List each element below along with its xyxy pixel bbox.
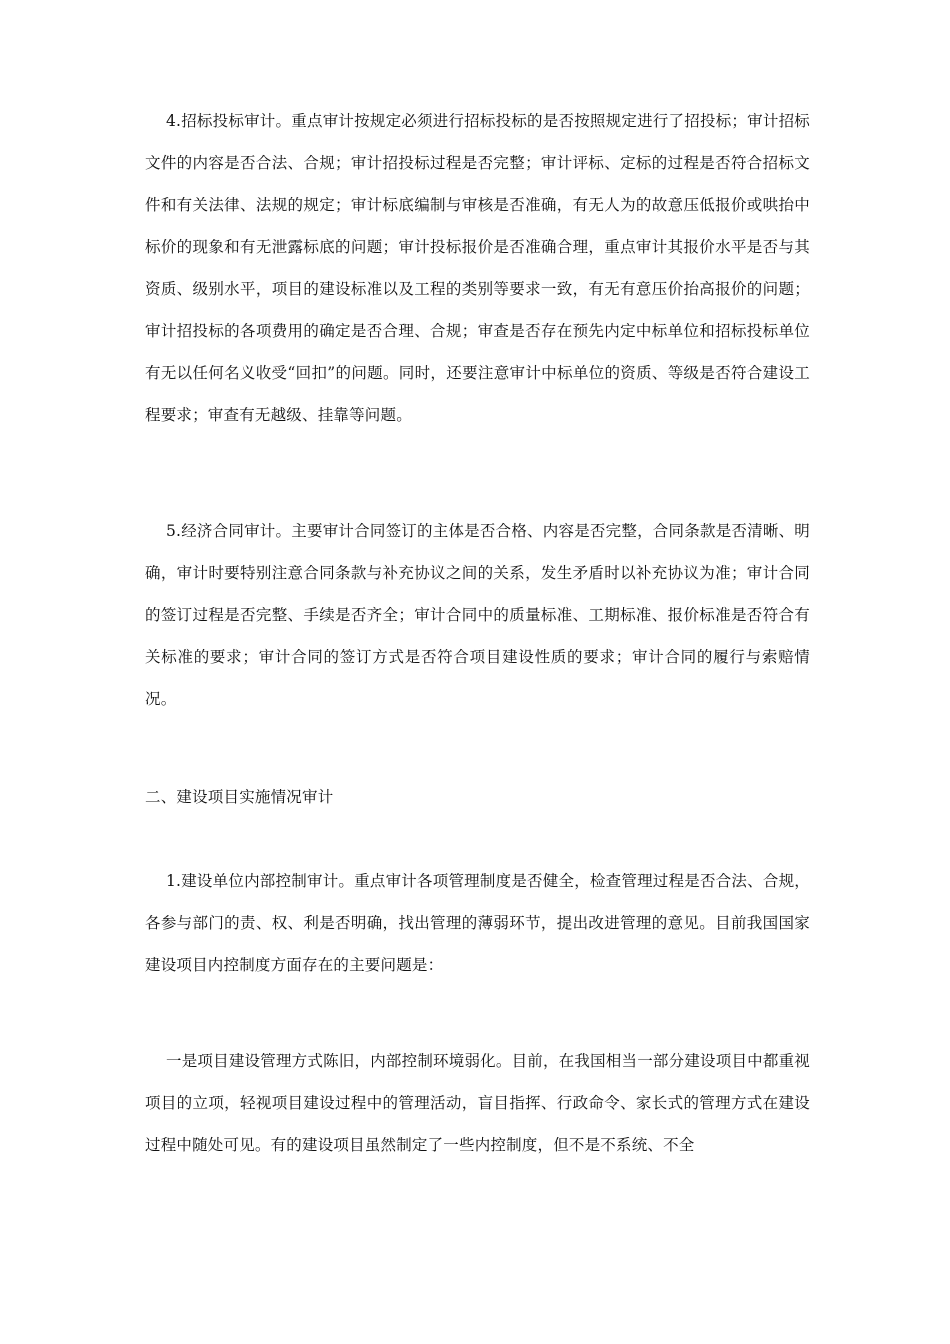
paragraph-bidding-audit: 4.招标投标审计。重点审计按规定必须进行招标投标的是否按照规定进行了招投标；审计招标文件的内容是否合法、合规；审计招投标过程是否完整；审计评标、定标的过程是否符合招标文件和有关法律、法规的规定；审计标底编制与审核是否准确，有无人为的故意压低报价或哄抬中标价的现象和有无泄露标底的问题；审计投标报价是否准确合理，重点审计其报价水平是否与其资质、级别水平，项目的建设标准以及工程的类别等要求一致，有无有意压价抬高报价的问题；审计招投标的各项费用的确定是否合理、合规；审查是否存在预先内定中标单位和招标投标单位有无以任何名义收受“回扣”的问题。同时，还要注意审计中标单位的资质、等级是否符合建设工程要求；审查有无越级、挂靠等问题。 (145, 112, 810, 424)
paragraph-internal-control-audit: 1.建设单位内部控制审计。重点审计各项管理制度是否健全，检查管理过程是否合法、合规，各参与部门的责、权、利是否明确，找出管理的薄弱环节，提出改进管理的意见。目前我国国家建设项目内控制度方面存在的主要问题是： (145, 872, 810, 974)
paragraph-contract-audit: 5.经济合同审计。主要审计合同签订的主体是否合格、内容是否完整，合同条款是否清晰、明确，审计时要特别注意合同条款与补充协议之间的关系，发生矛盾时以补充协议为准；审计合同的签订过程是否完整、手续是否齐全；审计合同中的质量标准、工期标准、报价标准是否符合有关标准的要求；审计合同的签订方式是否符合项目建设性质的要求；审计合同的履行与索赔情况。 (145, 522, 810, 708)
section-heading: 二、建设项目实施情况审计 (145, 788, 334, 806)
paragraph-management-issues: 一是项目建设管理方式陈旧，内部控制环境弱化。目前，在我国相当一部分建设项目中都重视项目的立项，轻视项目建设过程中的管理活动，盲目指挥、行政命令、家长式的管理方式在建设过程中随处可见。有的建设项目虽然制定了一些内控制度，但不是不系统、不全 (145, 1052, 810, 1154)
